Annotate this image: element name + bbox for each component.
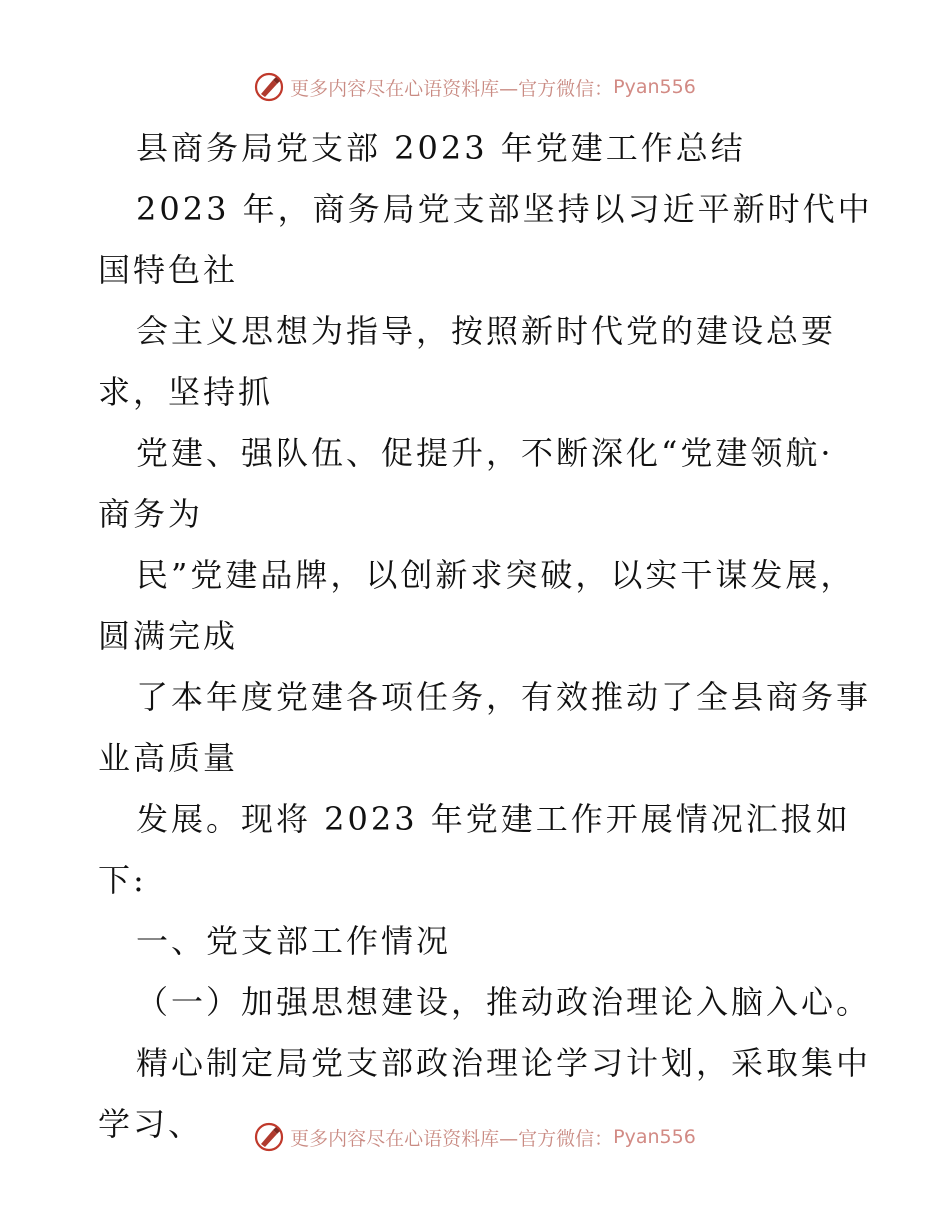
text-line: 发展。现将 2023 年党建工作开展情况汇报如 [136, 800, 851, 838]
text-line: （一）加强思想建设，推动政治理论入脑入心。 [136, 983, 872, 1021]
text-line: 党建、强队伍、促提升，不断深化“党建领航· [136, 434, 834, 472]
watermark-wechat-id: Pyan556 [613, 76, 696, 98]
text-line: 下: [98, 861, 147, 899]
text-line: 一、党支部工作情况 [136, 922, 452, 960]
watermark-footer [0, 1122, 950, 1152]
text-line: 了本年度党建各项任务，有效推动了全县商务事 [136, 678, 872, 716]
text-line: 县商务局党支部 2023 年党建工作总结 [136, 129, 746, 167]
pen-logo-icon [254, 72, 284, 102]
watermark-text: 更多内容尽在心语资料库—官方微信： [290, 77, 614, 100]
text-line: 民”党建品牌，以创新求突破，以实干谋发展， [136, 556, 856, 594]
text-line: 业高质量 [98, 739, 239, 777]
text-line: 学习、 [98, 1105, 204, 1143]
watermark-wechat-id: Pyan556 [613, 1126, 696, 1148]
text-line: 2023 年，商务局党支部坚持以习近平新时代中 [136, 190, 873, 228]
text-line: 会主义思想为指导，按照新时代党的建设总要 [136, 312, 837, 350]
text-line: 求，坚持抓 [98, 373, 274, 411]
text-line: 精心制定局党支部政治理论学习计划，采取集中 [136, 1044, 872, 1082]
pen-logo-icon [254, 1122, 284, 1152]
watermark-header [0, 72, 950, 102]
text-line: 商务为 [98, 495, 204, 533]
text-line: 国特色社 [98, 251, 239, 289]
text-line: 圆满完成 [98, 617, 239, 655]
document-body [98, 118, 873, 1155]
watermark-text: 更多内容尽在心语资料库—官方微信： [290, 1127, 614, 1150]
